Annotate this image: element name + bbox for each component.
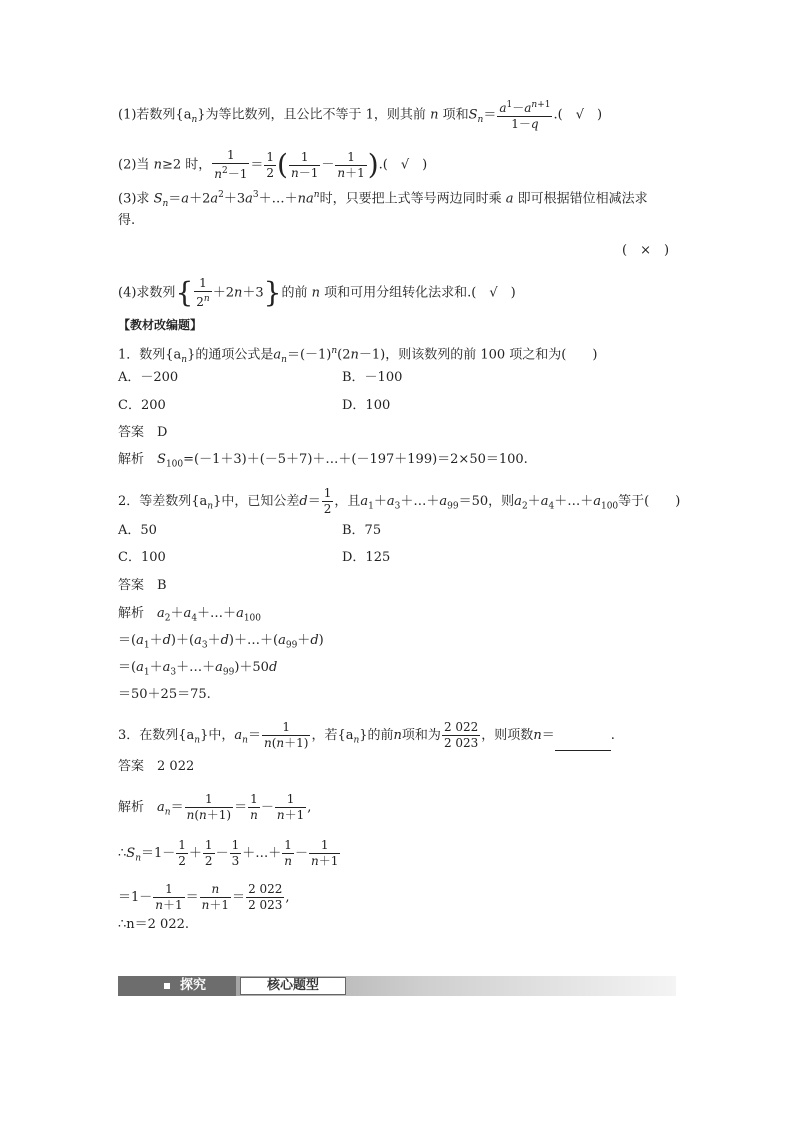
stem-text: ＝ bbox=[541, 728, 555, 743]
fraction: $\frac{1}{n(n+1)}$ bbox=[263, 720, 309, 750]
stem-text: }中，已知公差 bbox=[213, 494, 300, 509]
judgment-number: (3) bbox=[118, 191, 137, 207]
answer-value: 2 022 bbox=[157, 759, 195, 774]
check-mark: √ bbox=[575, 107, 584, 123]
fraction: $\frac{1}{n}$ bbox=[284, 838, 292, 868]
stem-text: }的前 bbox=[359, 728, 394, 743]
fraction: $\frac{1}{2}$ bbox=[266, 149, 275, 180]
answer-label: 答案 bbox=[118, 759, 145, 774]
analysis-line: 解析 $S_{100}=(-1+3)+(-5+7)+\dots+(-197+199)=2\times 50=100$. bbox=[118, 452, 528, 470]
fraction: $\frac{1}{n}$ bbox=[250, 792, 258, 822]
judgment-text: 求数列 bbox=[136, 285, 176, 301]
analysis-line: 解析 $a_2+a_4+\dots+a_{100}$ bbox=[118, 606, 262, 624]
answer-value: B bbox=[157, 578, 167, 593]
judgment-text: 即可根据错位相减法求 bbox=[517, 191, 648, 207]
analysis-line: 解析 $a_n=$ $\frac{1}{n(n+1)}$ ＝ $\frac{1}{n}$ － $\frac{1}{n+1}$ , bbox=[118, 792, 312, 822]
stem-text: 2．等差数列{a bbox=[118, 494, 208, 509]
fraction: $\frac{1}{n(n+1)}$ bbox=[186, 792, 232, 822]
judgment-text: 当 bbox=[136, 157, 150, 173]
question-1-stem: 1．数列$\{a_n\}$的通项公式是$a_n=(-1)^n(2n-1)$，则该数列的前 100 项之和为( ) bbox=[118, 346, 598, 365]
fraction: $\frac{1}{2}$ bbox=[323, 486, 332, 516]
check-mark: √ bbox=[400, 157, 410, 173]
stem-text: 1．数列{a bbox=[118, 347, 182, 363]
judgment-text: 项和可用分组转化法求和. bbox=[324, 285, 472, 301]
banner-tab-label: 探究 bbox=[180, 978, 207, 993]
analysis-step: ＝1－ $\frac{1}{n+1}$ ＝ $\frac{n}{n+1}$ ＝ $\frac{2 022}{2 023}$ , bbox=[118, 882, 290, 912]
fraction: $\frac{1}{n+1}$ bbox=[155, 882, 183, 912]
analysis-label: 解析 bbox=[118, 606, 145, 621]
option-b: B．75 bbox=[342, 523, 382, 538]
fraction: $\frac{n}{n+1}$ bbox=[201, 882, 230, 912]
stem-text: 3．在数列{a bbox=[118, 728, 195, 743]
fraction: $\frac{1}{n-1}$ bbox=[290, 149, 319, 180]
cross-mark: × bbox=[640, 243, 651, 258]
fraction: $\frac{2 022}{2 023}$ bbox=[443, 720, 479, 750]
option-c: C．100 bbox=[118, 550, 166, 565]
stem-text: }中， bbox=[200, 728, 235, 743]
stem-text: ，则项数 bbox=[481, 728, 534, 743]
stem-text: ，若{a bbox=[311, 728, 354, 743]
fraction: $\frac{1}{n^2-1}$ bbox=[214, 148, 248, 181]
option-d: D．100 bbox=[342, 398, 391, 413]
option-b: B．－100 bbox=[342, 370, 403, 385]
option-d: D．125 bbox=[342, 550, 391, 565]
judgment-3-mark: ( × ) bbox=[622, 243, 670, 258]
banner-tab-explore bbox=[118, 976, 236, 996]
question-2-stem: 2．等差数列$\{a_n\}$中，已知公差d＝ $\frac{1}{2}$ ，且$a_1+a_3+\dots+a_{99}=50$，则$a_2+a_4+\dots+a_{100}$等于( ) bbox=[118, 486, 681, 516]
judgment-text: 时，只要把上式等号两边同时乘 bbox=[319, 191, 502, 207]
judgment-number: (4) bbox=[118, 285, 137, 301]
stem-text: ＝50，则 bbox=[458, 494, 515, 509]
answer-line bbox=[118, 577, 167, 595]
judgment-text: ≥2 时， bbox=[161, 157, 212, 173]
option-a: A．50 bbox=[118, 523, 157, 538]
answer-label: 答案 bbox=[118, 425, 145, 440]
option-a: A．－200 bbox=[118, 370, 179, 385]
fraction: $\frac{2 022}{2 023}$ bbox=[248, 882, 283, 912]
analysis-label: 解析 bbox=[118, 452, 145, 467]
judgment-continuation: 得. bbox=[118, 213, 136, 228]
stem-text: }的通项公式是 bbox=[187, 347, 274, 363]
fraction: $\frac{1}{n+1}$ bbox=[337, 149, 365, 180]
question-3-stem: 3．在数列$\{a_n\}$中，$a_n=$ $\frac{1}{n(n+1)}$ ，若$\{a_n\}$的前n项和为 $\frac{2 022}{2 023}$ ，则项数n＝ . bbox=[118, 720, 615, 750]
stem-text: 等于( ) bbox=[618, 494, 681, 509]
square-bullet-icon bbox=[164, 983, 170, 989]
judgment-2: (2)当 n≥2 时， $\frac{1}{n^2-1}$ ＝ $\frac{1}{2}$ ( $\frac{1}{n-1}$ － $\frac{1}{n+1}$ ).( √ ) bbox=[118, 148, 428, 181]
section-title: 【教材改编题】 bbox=[118, 318, 203, 332]
analysis-step: $\therefore S_n=1-$ $\frac{1}{2}$ ＋ $\frac{1}{2}$ － $\frac{1}{3}$ ＋…＋ $\frac{1}{n}$ － $\frac{1}{n+1}$ bbox=[118, 838, 339, 868]
fraction: $\frac{a^1-a^{n+1}}{1-q}$ bbox=[499, 100, 551, 131]
section-banner bbox=[118, 976, 676, 996]
stem-text: ，则该数列的前 100 项之和为( ) bbox=[385, 347, 598, 363]
answer-line bbox=[118, 424, 167, 442]
fraction: $\frac{1}{2}$ bbox=[204, 838, 213, 868]
judgment-text: 求 bbox=[136, 191, 150, 207]
fraction: $\frac{1}{3}$ bbox=[231, 838, 240, 868]
check-mark: √ bbox=[489, 285, 498, 301]
judgment-text: 项和 bbox=[442, 107, 469, 123]
analysis-step: $=(a_1+d)+(a_3+d)+\dots+(a_{99}+d)$ bbox=[118, 633, 324, 651]
fraction: $\frac{1}{2}$ bbox=[178, 838, 186, 868]
stem-text: 项和为 bbox=[401, 728, 441, 743]
option-c: C．200 bbox=[118, 398, 166, 413]
judgment-text: }为等比数列，且公比不等于 1，则其前 bbox=[197, 107, 426, 123]
judgment-1: (1)若数列$\{a_n\}$为等比数列，且公比不等于 1，则其前 n 项和$S_n=$ $\frac{a^1-a^{n+1}}{1-q}$ .( √ ) bbox=[118, 100, 603, 131]
banner-tab-core: 核心题型 bbox=[240, 977, 346, 995]
analysis-text: =(－1＋3)＋(－5＋7)＋…＋(－197＋199)＝2×50＝100. bbox=[183, 452, 528, 467]
analysis-label: 解析 bbox=[118, 800, 145, 815]
judgment-number: (1) bbox=[118, 107, 137, 123]
answer-line bbox=[118, 758, 194, 776]
judgment-3: (3)求 $S_n=a+2a^2+3a^3+\dots+na^n$时，只要把上式等号两边同时乘 a 即可根据错位相减法求 bbox=[118, 190, 648, 209]
stem-text: ，且 bbox=[334, 494, 361, 509]
judgment-text: 若数列{a bbox=[136, 107, 192, 123]
judgment-text: 的前 bbox=[281, 285, 308, 301]
fraction: $\frac{1}{n+1}$ bbox=[310, 838, 339, 868]
analysis-step: ＝50＋25＝75. bbox=[118, 687, 211, 702]
judgment-4: (4)求数列{ $\frac{1}{2^n}$ ＋2n＋3}的前 n 项和可用分组转化法求和.( √ ) bbox=[118, 276, 516, 309]
judgment-number: (2) bbox=[118, 157, 137, 173]
fraction: $\frac{1}{2^n}$ bbox=[196, 276, 210, 309]
fraction: $\frac{1}{n+1}$ bbox=[276, 792, 305, 822]
answer-blank[interactable] bbox=[555, 736, 611, 751]
analysis-conclusion: ∴n＝2 022. bbox=[118, 917, 189, 932]
answer-value: D bbox=[157, 425, 168, 440]
analysis-step: $=(a_1+a_3+\dots+a_{99})+50d$ bbox=[118, 660, 278, 678]
answer-label: 答案 bbox=[118, 578, 145, 593]
